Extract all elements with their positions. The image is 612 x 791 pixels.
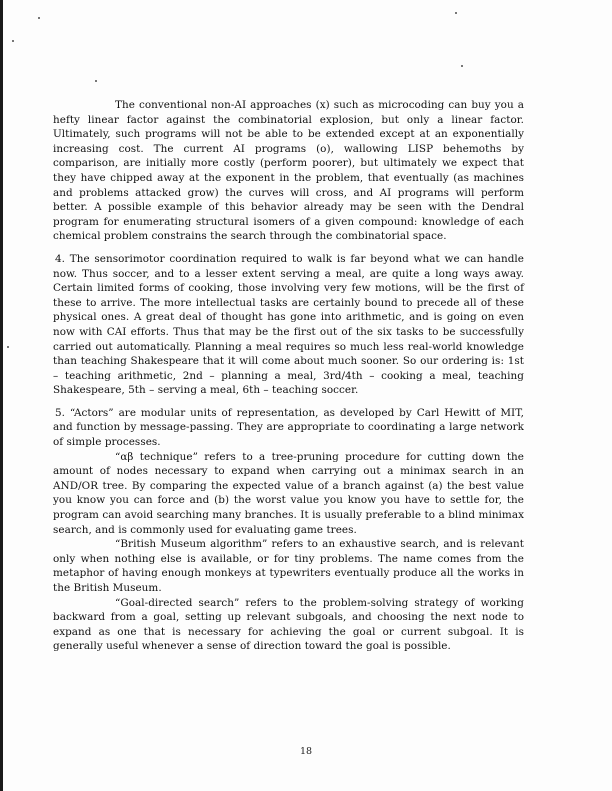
scan-speck [455, 12, 457, 14]
paragraph-alpha-beta: “αβ technique” refers to a tree-pruning procedure for cutting down the amount of nodes necessary to expand when carrying out a minimax search in an AND/OR tree. By comparing the expected value of a branch against (a) the best value you know you can force and (b) the worst value you know you have to settle for, the program can avoid searching many branches. It is usually preferable to a blind minimax search, and is commonly used for evaluating game trees. [53, 450, 524, 536]
scan-border [0, 0, 3, 791]
paragraph-british-museum: “British Museum algorithm” refers to an exhaustive search, and is relevant only when nothing else is available, or for tiny problems. The name comes from the metaphor of having enough monkeys at typewriters eventually produce all the works in the British Museum. [53, 538, 524, 594]
scan-speck [38, 17, 40, 19]
scan-speck [12, 40, 14, 42]
scan-speck [95, 80, 97, 82]
paragraph-item-5: 5. “Actors” are modular units of representation, as developed by Carl Hewitt of MIT, and function by message-passing. They are appropriate to coordinating a large network of simple processes. [53, 406, 524, 449]
page-number: 18 [299, 746, 313, 757]
scan-speck [461, 65, 463, 67]
paragraph-non-ai-approaches: The conventional non-AI approaches (x) such as microcoding can buy you a hefty linear factor against the combinatorial explosion, but only a linear factor. Ultimately, such programs will not be able to be extended except at an exponentially increasing cost. The current AI programs (o), wallowing LISP behemoths by comparison, are initially more costly (perform poorer), but ultimately we expect that they have chipped away at the exponent in the problem, that eventually (as machines and problems attacked grow) the curves will cross, and AI programs will perform better. A possible example of this behavior already may be seen with the Dendral program for enumerating structural isomers of a given compound: knowledge of each chemical problem constrains the search through the combinatorial space. [53, 99, 524, 243]
scan-speck [7, 346, 9, 348]
body-text [53, 98, 524, 654]
paragraph-item-4: 4. The sensorimotor coordination required to walk is far beyond what we can handle now. Thus soccer, and to a lesser extent serving a meal, are quite a long ways away. Certain limited forms of cooking, those involving very few motions, will be the first of these to arrive. The more intellectual tasks are certainly bound to precede all of these physical ones. A great deal of thought has gone into arithmetic, and is going on even now with CAI efforts. Thus that may be the first out of the six tasks to be successfully carried out automatically. Planning a meal requires so much less real-world knowledge than teaching Shakespeare that it will come about much sooner. So our ordering is: 1st – teaching arithmetic, 2nd – planning a meal, 3rd/4th – cooking a meal, teaching Shakespeare, 5th – serving a meal, 6th – teaching soccer. [53, 252, 524, 397]
paragraph-goal-directed: “Goal-directed search” refers to the problem-solving strategy of working backward from a goal, setting up relevant subgoals, and choosing the next node to expand as one that is necessary for achieving the goal or current subgoal. It is generally useful whenever a sense of direction toward the goal is possible. [53, 596, 524, 653]
